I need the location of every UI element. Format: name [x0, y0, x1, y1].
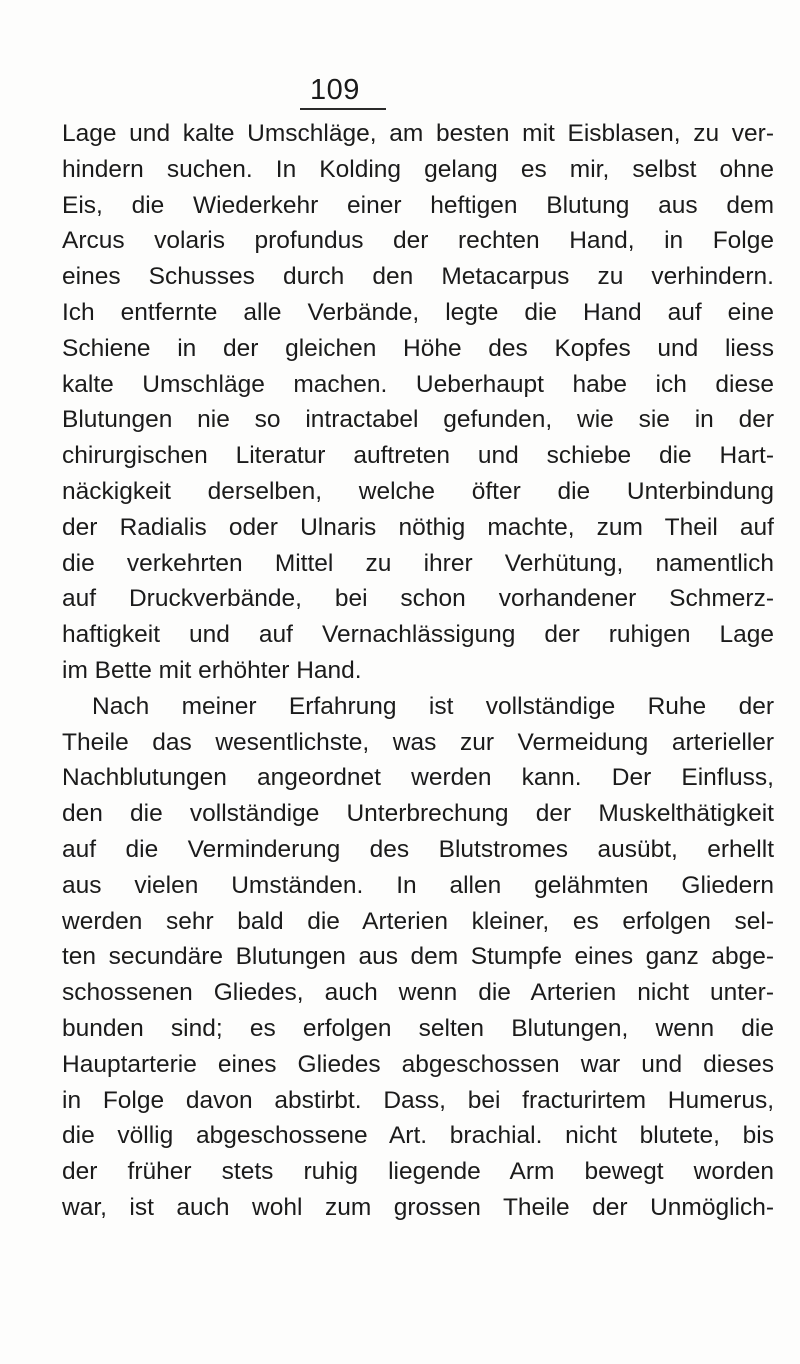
text-line: in Folge davon abstirbt. Dass, bei fracturirtem Humerus,: [62, 1086, 774, 1114]
page-number-underline: [300, 108, 386, 110]
text-line: im Bette mit erhöhter Hand.: [62, 656, 362, 684]
text-line: die völlig abgeschossene Art. brachial. nicht blutete, bis: [62, 1122, 774, 1150]
text-line: Arcus volaris profundus der rechten Hand, in Folge: [62, 227, 774, 255]
text-line: Lage und kalte Umschläge, am besten mit Eisblasen, zu ver-: [62, 120, 774, 147]
text-line: bunden sind; es erfolgen selten Blutungen, wenn die: [62, 1014, 774, 1042]
text-line: Blutungen nie so intractabel gefunden, wie sie in der: [62, 406, 774, 434]
text-line: auf Druckverbände, bei schon vorhandener Schmerz-: [62, 585, 774, 613]
text-line: der früher stets ruhig liegende Arm bewegt worden: [62, 1158, 774, 1186]
page-number: 109: [310, 74, 360, 106]
text-line: hindern suchen. In Kolding gelang es mir, selbst ohne: [62, 155, 774, 183]
text-line: werden sehr bald die Arterien kleiner, es erfolgen sel-: [62, 907, 774, 935]
text-line: näckigkeit derselben, welche öfter die Unterbindung: [62, 477, 774, 505]
text-line: Eis, die Wiederkehr einer heftigen Blutung aus dem: [62, 191, 774, 219]
text-line: Hauptarterie eines Gliedes abgeschossen war und dieses: [62, 1050, 774, 1078]
text-line: Nach meiner Erfahrung ist vollständige Ruhe der: [92, 692, 774, 720]
text-line: eines Schusses durch den Metacarpus zu verhindern.: [62, 263, 774, 291]
text-line: Schiene in der gleichen Höhe des Kopfes und liess: [62, 334, 774, 362]
text-line: kalte Umschläge machen. Ueberhaupt habe ich diese: [62, 370, 774, 398]
text-line: Theile das wesentlichste, was zur Vermeidung arterieller: [62, 728, 774, 756]
text-line: haftigkeit und auf Vernachlässigung der ruhigen Lage: [62, 621, 774, 649]
text-line: Ich entfernte alle Verbände, legte die Hand auf eine: [62, 298, 774, 326]
body-text: [62, 116, 774, 1226]
paragraph-1: [62, 116, 774, 689]
text-line: war, ist auch wohl zum grossen Theile der Unmöglich-: [62, 1193, 774, 1221]
text-line: Nachblutungen angeordnet werden kann. Der Einfluss,: [62, 764, 774, 792]
text-line: schossenen Gliedes, auch wenn die Arterien nicht unter-: [62, 979, 774, 1007]
text-line: der Radialis oder Ulnaris nöthig machte, zum Theil auf: [62, 513, 774, 541]
text-line: ten secundäre Blutungen aus dem Stumpfe eines ganz abge-: [62, 943, 774, 971]
text-line: den die vollständige Unterbrechung der Muskelthätigkeit: [62, 800, 774, 828]
text-line: die verkehrten Mittel zu ihrer Verhütung, namentlich: [62, 549, 774, 577]
paragraph-2: [62, 689, 774, 1226]
text-line: auf die Verminderung des Blutstromes ausübt, erhellt: [62, 835, 774, 863]
text-line: chirurgischen Literatur auftreten und schiebe die Hart-: [62, 442, 774, 470]
text-line: aus vielen Umständen. In allen gelähmten Gliedern: [62, 871, 774, 899]
